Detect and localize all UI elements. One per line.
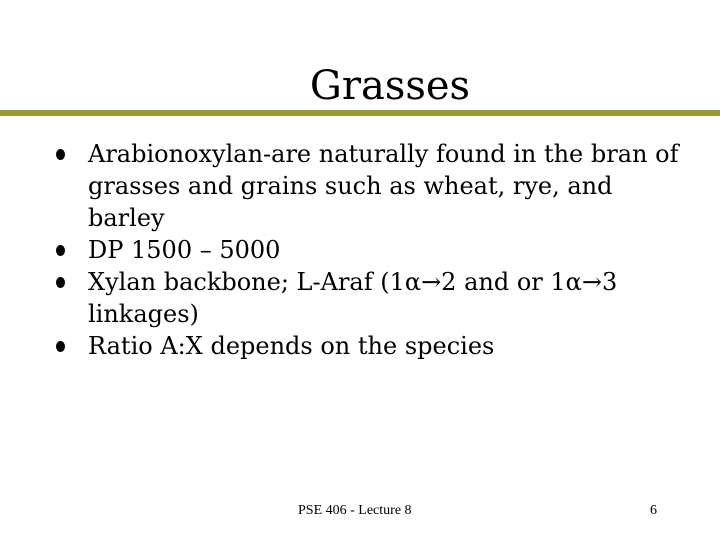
bullet-text: Arabionoxylan-are naturally found in the bran of grasses and grains such as wheat, rye, and barley xyxy=(88,140,679,232)
title-underline xyxy=(0,110,720,116)
bullet-item-source xyxy=(54,138,694,234)
footer-page-number: 6 xyxy=(650,503,657,518)
bullet-icon xyxy=(56,245,65,256)
footer-course-label: PSE 406 - Lecture 8 xyxy=(298,503,412,518)
bullet-icon xyxy=(56,341,65,352)
bullet-text: Ratio A:X depends on the species xyxy=(88,332,495,360)
bullet-item-ratio xyxy=(54,330,694,362)
bullet-item-dp xyxy=(54,234,694,266)
slide-title: Grasses xyxy=(309,63,471,109)
bullet-icon xyxy=(56,149,65,160)
bullet-icon xyxy=(56,277,65,288)
bullet-text: DP 1500 – 5000 xyxy=(88,236,281,264)
bullet-text: Xylan backbone; L-Araf (1α→2 and or 1α→3 linkages) xyxy=(88,268,618,328)
bullet-list xyxy=(54,138,694,362)
bullet-item-backbone xyxy=(54,266,694,330)
